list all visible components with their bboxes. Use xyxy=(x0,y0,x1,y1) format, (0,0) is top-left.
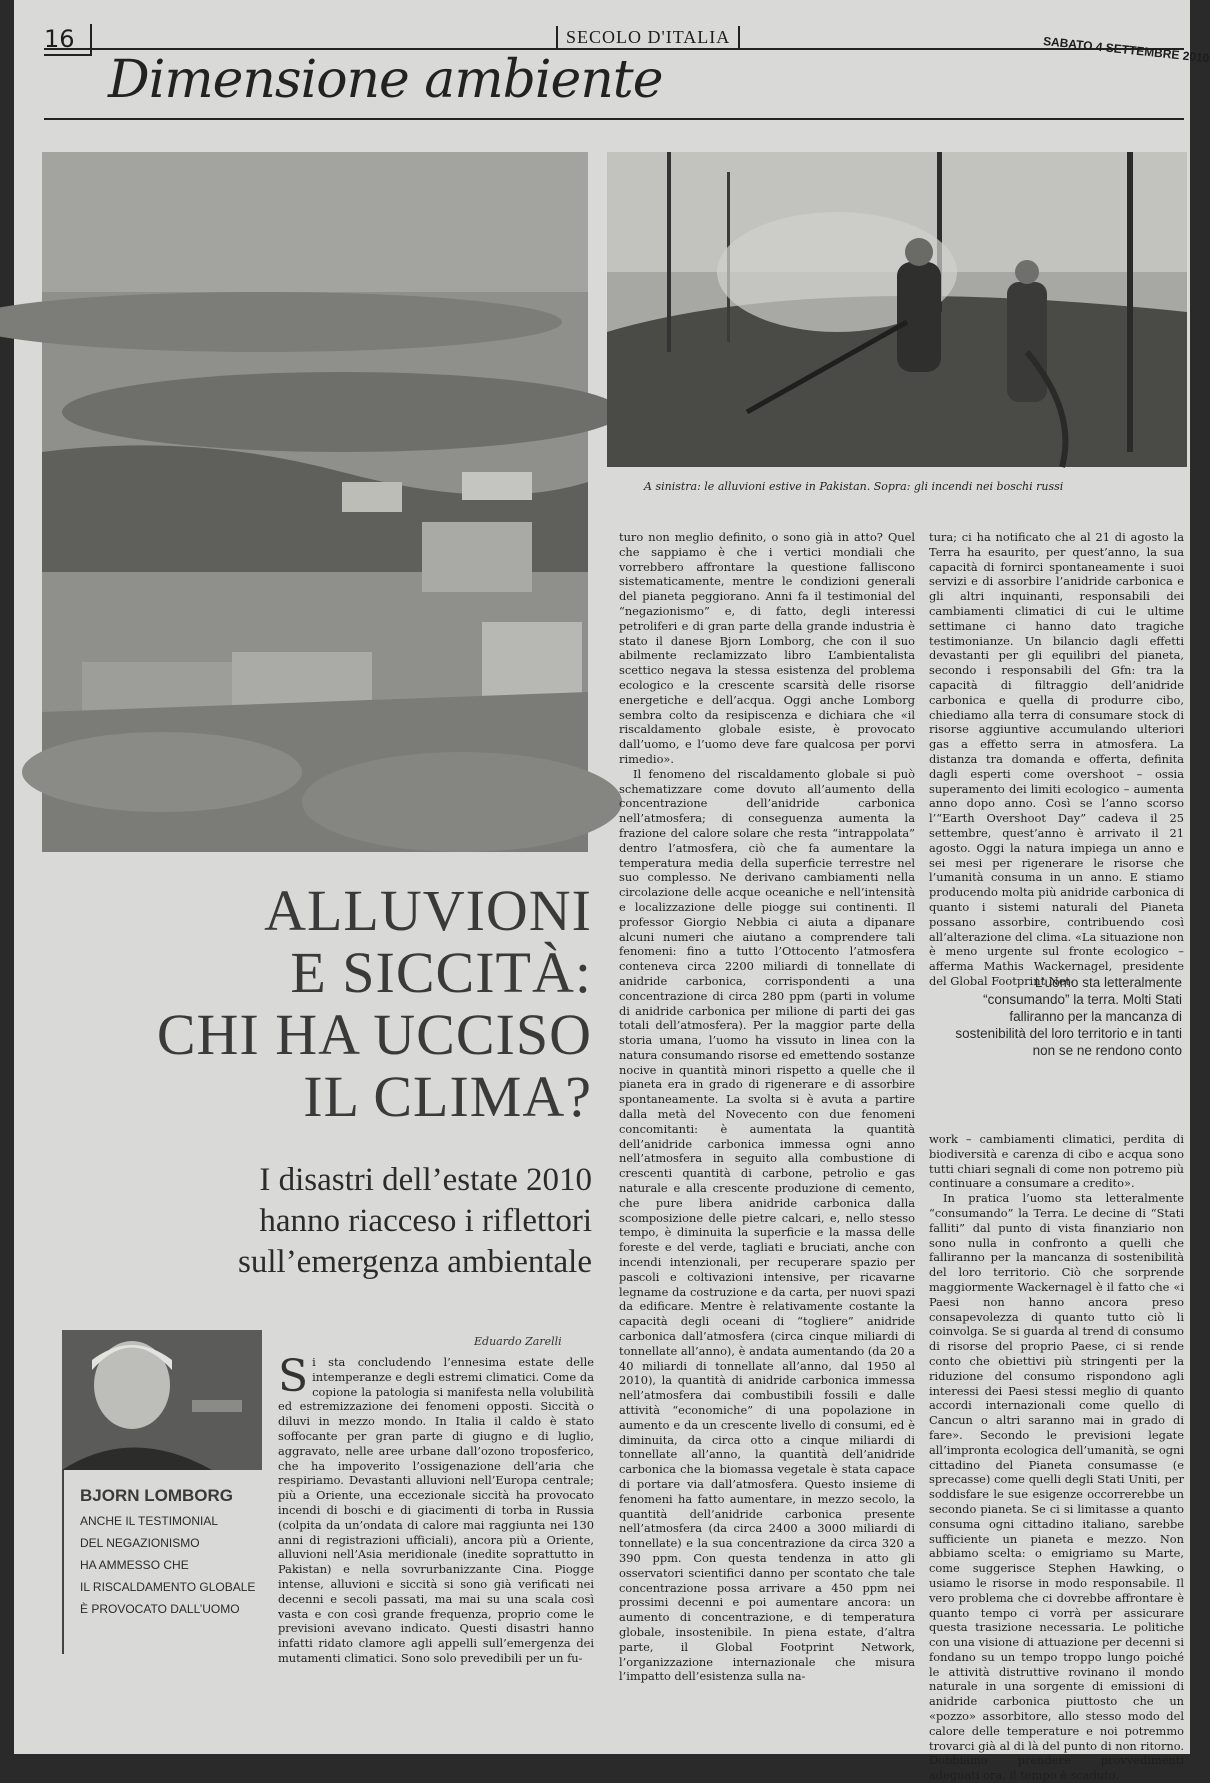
sidebar-line: ANCHE IL TESTIMONIAL xyxy=(80,1514,219,1528)
sidebar-text xyxy=(80,1510,290,1620)
newspaper-page xyxy=(14,0,1210,1783)
article-column-3 xyxy=(929,530,1184,989)
drop-cap: S xyxy=(278,1351,309,1402)
headline-line: ALLUVIONI xyxy=(264,878,592,943)
subhead-line: I disastri dell’estate 2010 xyxy=(259,1162,592,1198)
subheadline xyxy=(124,1160,592,1283)
section-title: Dimensione ambiente xyxy=(108,50,663,110)
sidebar-line: IL RISCALDAMENTO GLOBALE xyxy=(80,1580,256,1594)
issue-date: SABATO 4 SETTEMBRE 2010 xyxy=(1042,34,1210,66)
article-column-3-continued xyxy=(929,1132,1184,1783)
article-paragraph: Il fenomeno del riscaldamento globale si può schematizzare come dovuto all’aumento della concentrazione dell’anidride carbonica nell’atmosfera; di conseguenza aumenta la frazione del calore solare che resta “intrappolata” dentro l’atmosfera, ciò che fa aumentare la temperatura media della superficie terrestre nel suo complesso. Ne derivano cambiamenti nella circolazione delle acque oceaniche e nell’intensità e localizzazione delle piogge sui continenti. Il professor Giorgio Nebbia ci aiuta a dipanare alcuni numeri che aiutano a comprendere tali fenomeni: fino a tutto l’Ottocento l’atmosfera conteneva circa 2200 miliardi di tonnellate di anidride carbonica, corrispondenti a una concentrazione di circa 280 ppm (parti in volume di anidride carbonica per milione di parti dei gas totali dell’atmosfera). Per la maggior parte della storia umana, l’uomo ha vissuto in linea con la natura consumando risorse ed emettendo sostanze nocive in quantità minori rispetto a quelle che il pianeta era in grado di rigenerare e di assorbire spontaneamente. La svolta si è avuta a partire dalla metà del Novecento con due fenomeni concomitanti: è aumentata la quantità dell’anidride carbonica immessa ogni anno nell’atmosfera in seguito alla combustione di crescenti quantità di carbone, petrolio e gas naturale e alla crescente produzione di cemento, che pure libera anidride carbonica dalla scomposizione delle pietre calcari, e, nello stesso tempo, è diminuita la superficie e la massa delle foreste e del verde, tagliati e bruciati, anche con incendi intenzionali, per recuperare spazio per pascoli e coltivazioni intensive, per ricavarne legname da costruzione e da carta, per nuovi spazi da edificare. Mentre è relativamente costante la capacità degli oceani di “togliere” anidride carbonica dall’atmosfera (circa cinque miliardi di tonnellate all’anno), è andata aumentando (da 20 a 40 miliardi di tonnellate all’anno, dal 1950 al 2010), la quantità di anidride carbonica immessa nell’atmosfera dai combustibili fossili e dalle attività “economiche” di una popolazione in aumento e da un crescente livello di consumi, ed è diminuita, da circa otto a cinque miliardi di tonnellate all’anno, la quantità dell’anidride carbonica che la biomassa vegetale è stata capace di portare via dall’atmosfera. Questo insieme di fenomeni ha fatto aumentare, in mezzo secolo, la quantità dell’anidride carbonica presente nell’atmosfera (da circa 2400 a 3000 miliardi di tonnellate) e la sua concentrazione da circa 320 a 390 ppm. Con questa tendenza in atto gli osservatori scientifici danno per scontato che tale concentrazione possa arrivare a 450 ppm nei prossimi decenni e poi aumentare ancora: un aumento di concentrazione, e di temperatura globale, insostenibile. In piena estate, d’altra parte, il Global Footprint Network, l’organizzazione internazionale che misura l’impatto dell’esistenza sulla na- xyxy=(619,766,915,1684)
subhead-line: hanno riacceso i riflettori xyxy=(259,1203,592,1239)
fire-illustration xyxy=(607,152,1187,467)
portrait-photo xyxy=(62,1330,262,1470)
article-paragraph: In pratica l’uomo sta letteralmente “consumando” la Terra. Le decine di “Stati falliti” dal punto di vista finanziario non sono nulla in confronto a quelli che falliranno per la mancanza di sostenibilità del loro territorio. Ciò che sorprende maggiormente Wackernagel è il fatto che «i Paesi non hanno ancora preso consapevolezza di quanto tutto ciò li coinvolga. Se si guarda al trend di consumo di risorse del proprio Paese, ci si rende conto che obiettivi più stringenti per la riduzione del consumo rispondono agli interessi dei Paesi stessi meglio di quanto accordi internazionali come quello di Cancun o altri saranno mai in grado di fare». Secondo le previsioni legate all’impronta ecologica dell’umanità, se ogni cittadino del Pianeta consumasse (e sprecasse) come quelli degli Stati Uniti, per soddisfare le sue esigenze occorrerebbe un secondo pianeta. Se ci si limitasse a quanto consuma ogni cittadino italiano, sarebbe sufficiente un pianeta e mezzo. Non abbiamo scelta: o emigriamo su Marte, come suggerisce Stephen Hawking, o usiamo le risorse in modo responsabile. Il vero problema che ci dovrebbe affrontare è quanto tempo ci vorrà per assicurare questa trasizione necessaria. Le politiche con una visione di attuazione per decenni si fondano su un tempo troppo lungo poiché le attività distruttive rovinano il mondo naturale in una sorgente di emissioni di anidride carbonica piuttosto che un «pozzo» assorbitore, allo stesso modo del calore delle temperature e noi potremmo trovarci già al di là del punto di non ritorno. Dobbiamo prendere provvedimenti adeguati ora, il tempo è scaduto. xyxy=(929,1191,1184,1783)
headline-line: E SICCITÀ: xyxy=(290,940,592,1005)
article-paragraph: turo non meglio definito, o sono già in atto? Quel che sappiamo è che i vertici mondiali che vorrebbero affrontare la questione falliscono sistematicamente, mentre le condizioni generali del pianeta peggiorano. Anni fa il testimonial del “negazionismo” e, di fatto, degli interessi petroliferi e di gran parte della grande industria è stato il danese Bjorn Lomborg, che con il suo abilmente reclamizzato libro L’ambientalista scettico negava la stessa esistenza del problema ecologico e la crescente scarsità delle risorse energetiche e dell’acqua. Oggi anche Lomborg sembra colto da resipiscenza e dichiara che «il riscaldamento globale esiste, è provocato dall’uomo, e l’uomo deve fare qualcosa per porvi rimedio». xyxy=(619,530,915,766)
newspaper-name: SECOLO D'ITALIA xyxy=(556,26,740,48)
pull-quote: L’uomo sta letteralmente “consumando” la terra. Molti Stati falliranno per la mancanza di sostenibilità del loro territorio e in tanti non se ne rendono conto xyxy=(955,975,1182,1058)
portrait-illustration xyxy=(62,1330,262,1470)
fire-photo xyxy=(607,152,1187,467)
article-paragraph: work – cambiamenti climatici, perdita di biodiversità e carenza di cibo e acqua sono tutti chiari segnali di come non potremo più continuare a consumare a credito». xyxy=(929,1132,1184,1191)
article-text: i sta concludendo l’ennesima estate delle intemperanze e degli estremi climatici. Come da copione la patologia si manifesta nella volubilità ed estremizzazione dei fenomeni opposti. Siccità o diluvi in mezzo mondo. In Italia il caldo è stato soffocante per gran parte di giugno e di luglio, aggravato, nelle aree urbane dall’ozono troposferico, che ha impoverito l’ossigenazione dell’aria che respiriamo. Devastanti alluvioni nell’Europa centrale; più a Oriente, una eccezionale siccità ha provocato incendi di boschi e di giacimenti di torba in Russia (colpita da un’ondata di calore mai raggiunta nei 130 anni di registrazioni ufficiali), ancora più a Oriente, alluvioni nell’Asia meridionale (inedite soprattutto in Pakistan) e nella sovrurbanizzante Cina. Piogge intense, alluvioni e siccità si sono già verificati nei decenni e secoli passati, ma mai su una scala così vasta e con così grande frequenza, proprio come le previsioni avevano indicato. Questi disastri hanno infatti ridato clamore agli appelli sull’emergenza dei mutamenti climatici. Sono solo prevedibili per un fu- xyxy=(278,1355,594,1665)
sidebar-line: DEL NEGAZIONISMO xyxy=(80,1536,200,1550)
article-column-1 xyxy=(278,1351,594,1666)
sidebar-line: È PROVOCATO DALL’UOMO xyxy=(80,1602,240,1616)
flood-illustration xyxy=(42,152,588,852)
headline xyxy=(114,880,592,1128)
article-paragraph: tura; ci ha notificato che al 21 di agosto la Terra ha esaurito, per quest’anno, la sua capacità di fornirci spontaneamente i suoi servizi e di assorbire l’anidride carbonica e gli altri inquinanti, responsabili dei cambiamenti climatici di cui le ultime settimane ci hanno dato tragiche testimonianze. Un bilancio dagli effetti devastanti per gli equilibri del pianeta, secondo i responsabili del Gfn: tra la capacità di filtraggio dell’anidride carbonica e quella di produrre cibo, chiediamo alla terra di consumare stock di risorse aggiuntive accumulando ulteriori gas a effetto serra in atmosfera. La distanza tra domanda e offerta, definita dagli esperti come overshoot – ossia superamento dei limiti ecologico – aumenta anno dopo anno. Così se l’anno scorso l’“Earth Overshoot Day” cadeva il 25 settembre, quest’anno è arrivato il 21 agosto. Oggi la natura impiega un anno e sei mesi per rigenerare le risorse che l’umanità consuma in un anno. E stiamo producendo molta più anidride carbonica di quanto i sistemi naturali del Pianeta possano assorbire, contribuendo così all’alterazione del clima. «La situazione non è meno urgente sul fronte ecologico – afferma Mathis Wackernagel, presidente del Global Footprint Net- xyxy=(929,530,1184,988)
page-number: 16 xyxy=(44,24,92,56)
header-rule-bottom xyxy=(44,118,1184,120)
sidebar-line: HA AMMESSO CHE xyxy=(80,1558,189,1572)
flood-photo xyxy=(42,152,588,852)
article-column-2 xyxy=(619,530,915,1684)
byline: Eduardo Zarelli xyxy=(474,1335,562,1348)
headline-line: IL CLIMA? xyxy=(303,1064,592,1129)
subhead-line: sull’emergenza ambientale xyxy=(238,1244,592,1280)
sidebar-name: BJORN LOMBORG xyxy=(80,1486,233,1505)
photo-caption: A sinistra: le alluvioni estive in Pakistan. Sopra: gli incendi nei boschi russi xyxy=(644,480,1064,493)
headline-line: CHI HA UCCISO xyxy=(156,1002,592,1067)
